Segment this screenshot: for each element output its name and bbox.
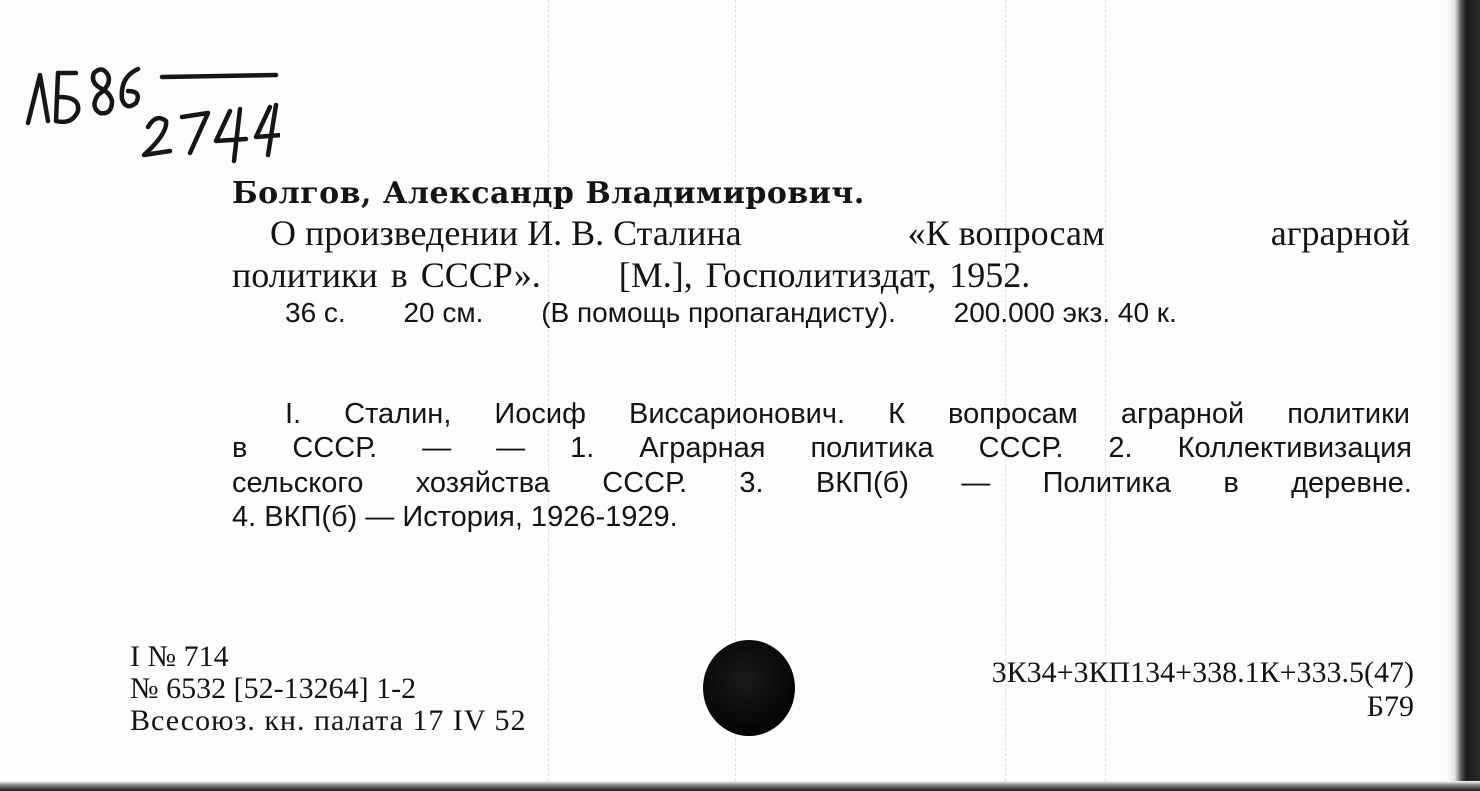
series-note: (В помощь пропагандисту). <box>541 297 896 328</box>
registration-number: № 6532 [52-13264] 1-2 <box>130 672 417 705</box>
author-heading: Болгов, Александр Владимирович. <box>232 176 865 211</box>
scan-border-right <box>1446 0 1480 791</box>
subject-tracing: сельского хозяйства СССР. 3. ВКП(б) — Политика в деревне. <box>232 467 1412 499</box>
handwritten-shelf-mark <box>20 55 280 165</box>
chamber-stamp-line: Всесоюз. кн. палата 17 IV 52 <box>130 704 527 737</box>
title-line-1 <box>270 212 1410 254</box>
scan-border-bottom <box>0 781 1480 791</box>
title-segment: «К вопросам <box>907 213 1105 253</box>
scan-streak <box>548 0 550 791</box>
dimensions: 20 см. <box>403 297 484 328</box>
author-mark: Б79 <box>1366 690 1414 723</box>
registration-number: I № 714 <box>130 640 229 673</box>
title-segment: О произведении И. В. Сталина <box>270 213 742 253</box>
print-run-price: 200.000 экз. 40 к. <box>953 297 1177 328</box>
subject-tracing: в СССР. — — 1. Аграрная политика СССР. 2. Коллективизация <box>232 432 1412 464</box>
title-line-2: политики в СССР». [М.], Госполитиздат, 1952. <box>232 255 1031 295</box>
classification-index: 3К34+3КП134+338.1К+333.5(47) <box>991 656 1414 689</box>
physical-description <box>285 297 1407 329</box>
title-segment: аграрной <box>1270 213 1410 253</box>
subject-tracing: I. Сталин, Иосиф Виссарионович. К вопросам аграрной политики <box>285 398 1410 430</box>
subject-tracing: 4. ВКП(б) — История, 1926-1929. <box>232 501 678 533</box>
card-punch-hole <box>703 640 795 736</box>
pagination: 36 с. <box>285 297 346 328</box>
